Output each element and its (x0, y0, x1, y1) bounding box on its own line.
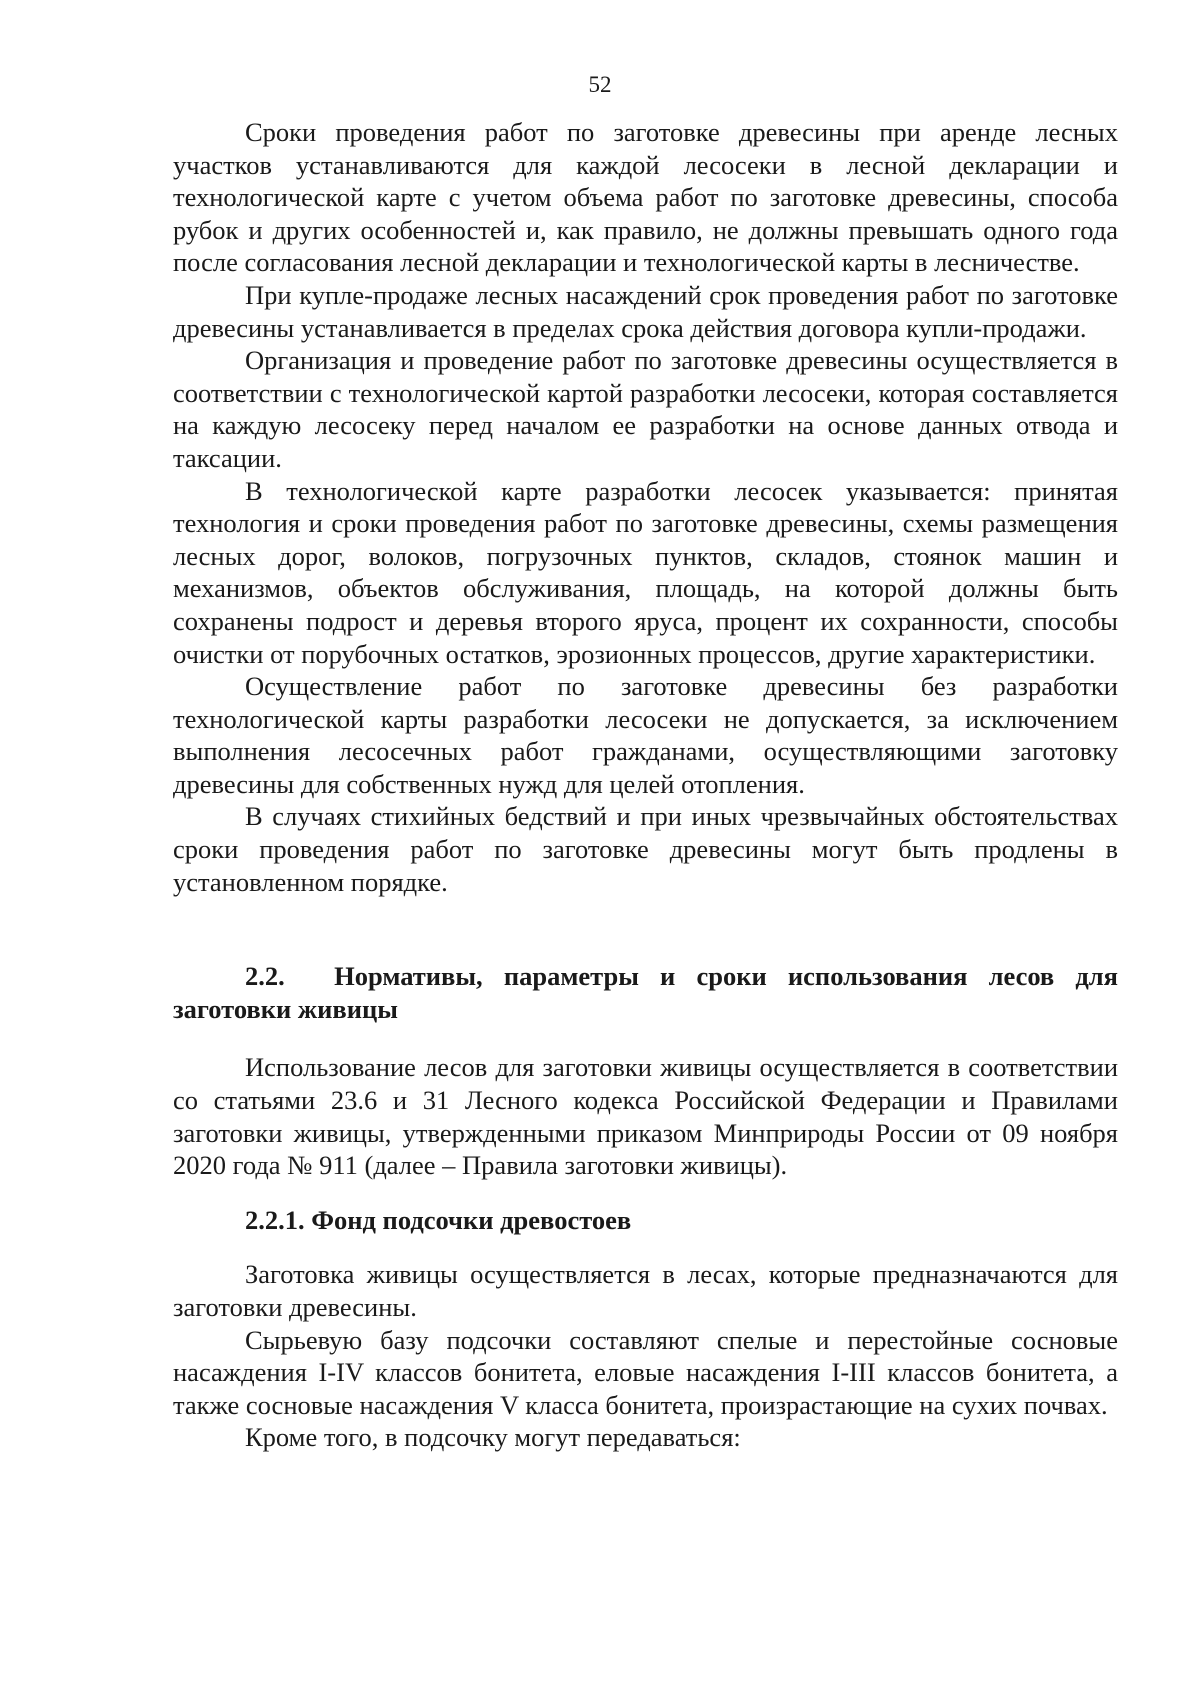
paragraph-tech-map-required: Осуществление работ по заготовке древесины без разработки технологической карты разработки лесосеки не допускается, за исключением выполнения лесосечных работ гражданами, осуществляющими заготовку древесины для собственных нужд для целей отопления. (173, 671, 1118, 799)
subsection-heading: 2.2.1. Фонд подсочки древостоев (245, 1204, 632, 1235)
paragraph-resin-legal-basis: Использование лесов для заготовки живицы осуществляется в соответствии со статьями 23.6 и 31 Лесного кодекса Российской Федерации и Правилами заготовки живицы, утвержденными приказом Минприроды России от 09 ноября 2020 года № 911 (далее – Правила заготовки живицы). (173, 1052, 1118, 1181)
paragraph-logging-terms-sale: При купле-продаже лесных насаждений срок проведения работ по заготовке древесины устанавливается в пределах срока действия договора купли-продажи. (173, 279, 1118, 343)
subsection-spacer-bottom (173, 1236, 1118, 1258)
section-heading (173, 960, 1118, 1025)
paragraph-tech-map-organization: Организация и проведение работ по заготовке древесины осуществляется в соответствии с технологической картой разработки лесосеки, которая составляется на каждую лесосеку перед началом ее разработки на основе данных отвода и таксации. (173, 345, 1118, 473)
page-content (173, 116, 1118, 1454)
section-title: Нормативы, параметры и сроки использования лесов для заготовки живицы (173, 961, 1118, 1024)
subsection-spacer-top (173, 1182, 1118, 1204)
section-spacer (173, 898, 1118, 960)
paragraph-raw-material-base: Сырьевую базу подсочки составляют спелые и перестойные сосновые насаждения I-IV классов бонитета, еловые насаждения I-III классов бонитета, а также сосновые насаждения V класса бонитета, произрастающие на сухих почвах. (173, 1324, 1118, 1420)
heading-spacer (173, 1025, 1118, 1051)
section-number: 2.2. (245, 961, 285, 992)
page-number: 52 (588, 72, 612, 97)
paragraph-logging-terms-lease: Сроки проведения работ по заготовке древесины при аренде лесных участков устанавливаются для каждой лесосеки в лесной декларации и технологической карте с учетом объема работ по заготовке древесины, способа рубок и других особенностей и, как правило, не должны превышать одного года после согласования лесной декларации и технологической карты в лесничестве. (173, 117, 1118, 278)
paragraph-resin-forests: Заготовка живицы осуществляется в лесах, которые предназначаются для заготовки древесины. (173, 1259, 1118, 1322)
paragraph-emergency-extension: В случаях стихийных бедствий и при иных чрезвычайных обстоятельствах сроки проведения работ по заготовке древесины могут быть продлены в установленном порядке. (173, 801, 1118, 897)
paragraph-tech-map-contents: В технологической карте разработки лесосек указывается: принятая технология и сроки проведения работ по заготовке древесины, схемы размещения лесных дорог, волоков, погрузочных пунктов, складов, стоянок машин и механизмов, объектов обслуживания, площадь, на которой должны быть сохранены подрост и деревья второго яруса, процент их сохранности, способы очистки от порубочных остатков, эрозионных процессов, другие характеристики. (173, 475, 1118, 669)
paragraph-additional-transfer: Кроме того, в подсочку могут передаваться: (245, 1422, 741, 1453)
